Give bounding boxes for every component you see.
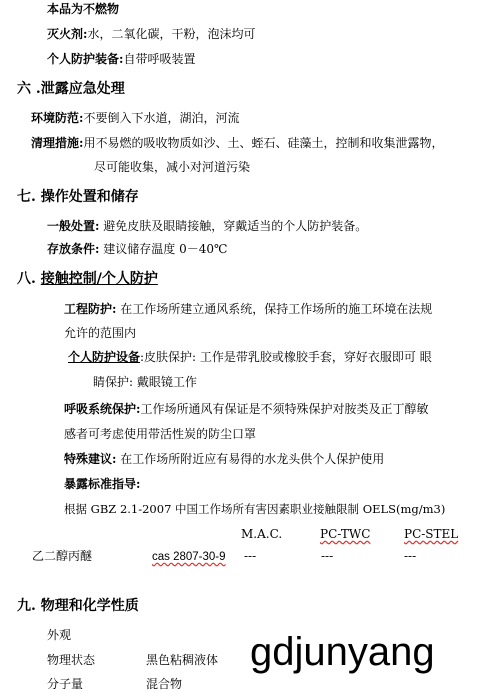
- special-advice-line: [64, 451, 384, 467]
- environmental-precautions-label: 环境防范:: [31, 111, 84, 125]
- nonflammable-note: 本品为不燃物: [47, 2, 120, 16]
- storage-line: [47, 241, 227, 257]
- special-advice-label: 特殊建议:: [64, 452, 117, 466]
- property-label-physical-state: 物理状态: [47, 653, 96, 667]
- respiratory-protection-value: 工作场所通风有保证是不须特殊保护对胺类及正丁醇敏: [140, 402, 429, 416]
- respiratory-protection-label: 呼吸系统保护:: [64, 402, 141, 416]
- property-value-molecular-weight: 混合物: [146, 677, 183, 691]
- personal-protection-continued: 睛保护: 戴眼镜工作: [93, 375, 197, 389]
- section-8-title: 接触控制/个人防护: [40, 271, 158, 287]
- cleanup-measures-continued: 尽可能收集，减小对河道污染: [94, 160, 251, 174]
- table-row-chemical-name: 乙二醇丙醚: [32, 549, 93, 563]
- table-row-cas-number-text: cas 2807-30-9: [152, 551, 226, 563]
- environmental-precautions-line: [31, 110, 239, 126]
- table-row-mac-value: ---: [244, 549, 257, 563]
- exposure-standard-text: 根据 GBZ 2.1-2007 中国工作场所有害因素职业接触限制 OELS(mg/m3): [64, 502, 446, 516]
- table-header-pc-twc: PC-TWC: [320, 527, 371, 541]
- property-label-molecular-weight: 分子量: [47, 677, 84, 691]
- table-header-mac: M.A.C.: [241, 527, 283, 541]
- handling-line: [47, 218, 367, 234]
- section-8-number: 八.: [17, 271, 36, 287]
- respiratory-protection-line: [64, 401, 428, 417]
- firefighter-ppe-label: 个人防护装备:: [47, 52, 124, 66]
- section-6-heading: 六 .泄露应急处理: [17, 81, 125, 97]
- firefighter-ppe-value: 自带呼吸装置: [123, 52, 196, 66]
- environmental-precautions-value: 不要倒入下水道，湖泊，河流: [83, 111, 240, 125]
- property-value-physical-state: 黑色粘稠液体: [146, 653, 219, 667]
- engineering-controls-label: 工程防护:: [64, 302, 117, 316]
- extinguishing-media-label: 灭火剂:: [47, 27, 88, 41]
- watermark-text: gdjunyang: [250, 630, 435, 674]
- cleanup-measures-value: 用不易燃的吸收物质如沙、土、蛭石、硅藻土，控制和收集泄露物，: [83, 136, 444, 150]
- property-label-appearance: 外观: [47, 628, 72, 642]
- firefighter-ppe-line: [47, 51, 195, 67]
- engineering-controls-continued: 允许的范围内: [64, 326, 137, 340]
- engineering-controls-value: 在工作场所建立通风系统，保持工作场所的施工环境在法规: [120, 302, 433, 316]
- special-advice-value: 在工作场所附近应有易得的水龙头供个人保护使用: [120, 452, 385, 466]
- table-row-cas-number: [152, 549, 226, 565]
- engineering-controls-line: [64, 301, 432, 317]
- extinguishing-media-value: 水，二氧化碳，干粉，泡沫均可: [87, 27, 256, 41]
- handling-value: 避免皮肤及眼睛接触，穿戴适当的个人防护装备。: [103, 219, 368, 233]
- personal-protection-label: 个人防护设备: [68, 350, 141, 364]
- personal-protection-line: [68, 349, 432, 365]
- storage-value: 建议储存温度 0－40℃: [103, 242, 228, 256]
- cleanup-measures-line: [31, 135, 443, 151]
- personal-protection-value: :皮肤保护: 工作是带乳胶或橡胶手套，穿好衣服即可 眼: [140, 350, 432, 364]
- section-9-heading: 九. 物理和化学性质: [17, 598, 139, 614]
- table-row-pc-twc-value: ---: [321, 549, 334, 563]
- storage-label: 存放条件:: [47, 242, 100, 256]
- handling-label: 一般处置:: [47, 219, 100, 233]
- table-header-pc-stel: PC-STEL: [404, 527, 459, 541]
- respiratory-protection-continued: 感者可考虑使用带活性炭的防尘口罩: [64, 427, 257, 441]
- cleanup-measures-label: 清理措施:: [31, 136, 84, 150]
- extinguishing-media-line: [47, 26, 255, 42]
- section-8-heading: [17, 270, 158, 288]
- table-row-pc-stel-value: ---: [404, 549, 417, 563]
- section-7-heading: 七. 操作处置和储存: [17, 189, 139, 205]
- exposure-guidance-label: 暴露标准指导:: [64, 477, 141, 491]
